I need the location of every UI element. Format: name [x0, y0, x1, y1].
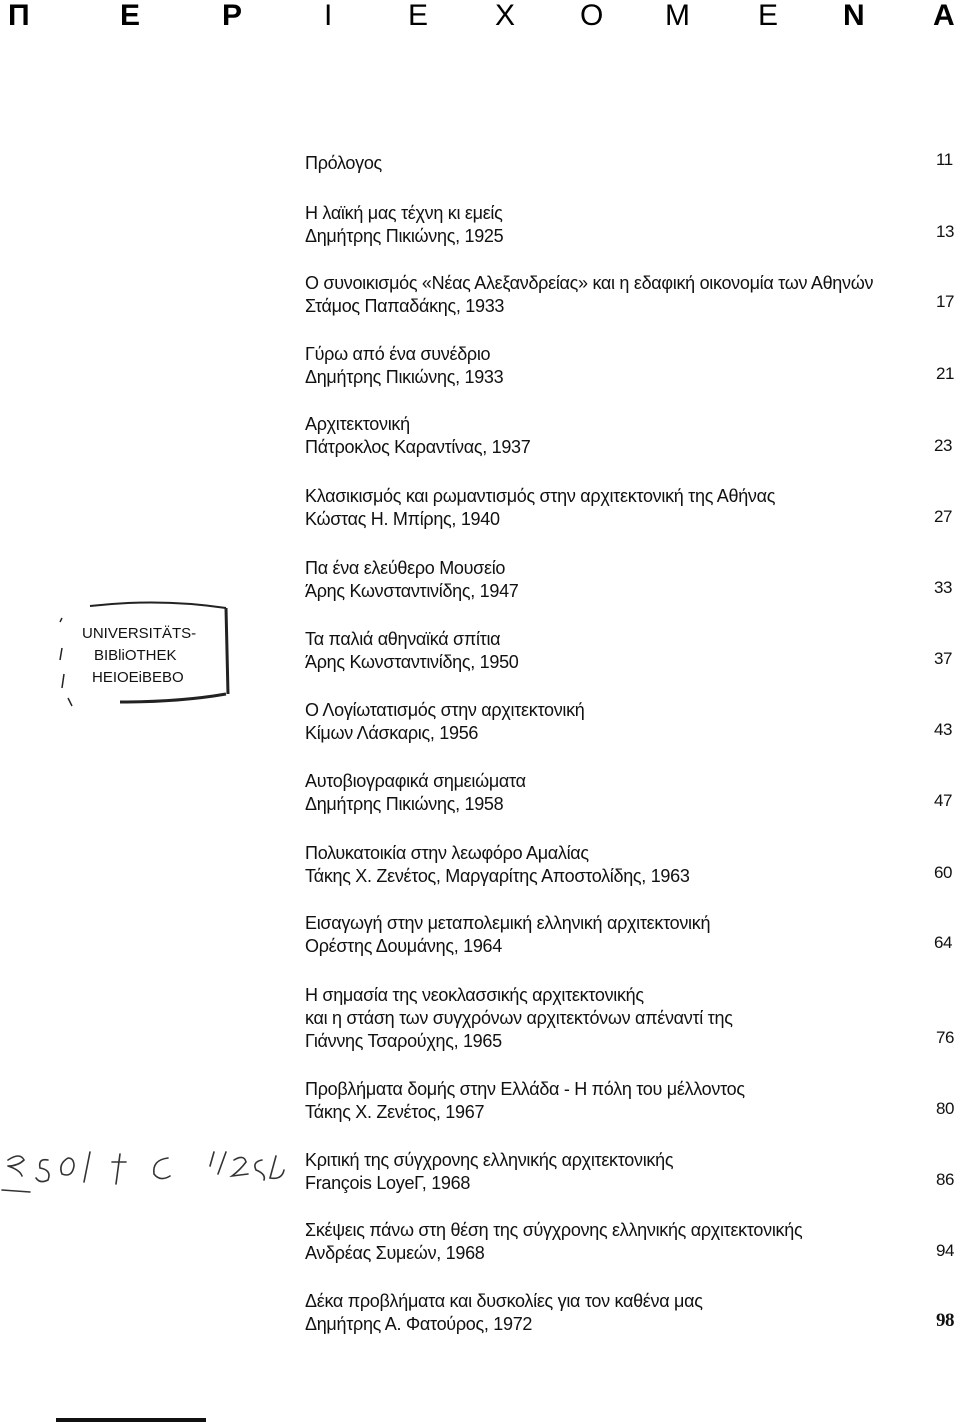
toc-author: Τάκης Χ. Ζενέτος, Μαργαρίτης Αποστολίδης, 1963 — [305, 866, 690, 886]
toc-entry — [305, 1219, 865, 1265]
toc-author: Ανδρέας Συμεών, 1968 — [305, 1243, 485, 1263]
title-letter: Ρ — [222, 0, 243, 32]
toc-entry — [305, 770, 865, 816]
title-letter: Ν — [843, 0, 865, 32]
toc-author: Κίμων Λάσκαρις, 1956 — [305, 723, 479, 743]
handwritten-catalog-number — [0, 1130, 290, 1200]
toc-page-number: 80 — [936, 1099, 954, 1118]
toc-author: Δημήτρης Πικιώνης, 1958 — [305, 794, 504, 814]
title-letter: Μ — [665, 0, 690, 32]
toc-entry — [305, 557, 865, 603]
toc-entry — [305, 343, 865, 389]
toc-author: Ορέστης Δουμάνης, 1964 — [305, 936, 502, 956]
toc-title: Αρχιτεκτονική — [305, 414, 410, 434]
toc-page-number: 11 — [936, 150, 953, 169]
toc-title: Η λαϊκή μας τέχνη κι εμείς — [305, 203, 503, 223]
stamp-line-3: HEIOEiBEBO — [92, 669, 184, 686]
title-letter: Ε — [408, 0, 429, 32]
toc-title: Ο συνοικισμός «Νέας Αλεξανδρείας» και η εδαφική οικονομία των Αθηνών — [305, 273, 874, 293]
toc-title: Ο Λογίωτατισμός στην αρχιτεκτονική — [305, 700, 585, 720]
title-letter: Χ — [495, 0, 516, 32]
toc-entry — [305, 485, 865, 531]
toc-title: Πρόλογος — [305, 153, 382, 173]
toc-title: Κλασικισμός και ρωμαντισμός στην αρχιτεκτονική της Αθήνας — [305, 486, 776, 506]
scan-edge-mark — [56, 1418, 206, 1422]
library-stamp — [50, 598, 238, 710]
toc-entry — [305, 699, 865, 745]
toc-author: Δημήτρης Α. Φατούρος, 1972 — [305, 1314, 533, 1334]
handwriting-icon — [0, 1130, 290, 1200]
toc-page-number: 86 — [936, 1170, 954, 1189]
toc-author: Κώστας Η. Μπίρης, 1940 — [305, 509, 500, 529]
title-letter: Ε — [120, 0, 141, 32]
toc-entry — [305, 413, 865, 459]
title-letter: Ι — [324, 0, 333, 32]
toc-title: Κριτική της σύγχρονης ελληνικής αρχιτεκτονικής — [305, 1150, 674, 1170]
toc-page-number: 94 — [936, 1241, 954, 1260]
toc-entry — [305, 1290, 865, 1336]
toc-title: Δέκα προβλήματα και δυσκολίες για τον καθένα μας — [305, 1291, 703, 1311]
toc-page-number: 13 — [936, 222, 954, 241]
stamp-line-2: BIBliOTHEK — [94, 647, 177, 664]
toc-author: Άρης Κωνσταντινίδης, 1947 — [305, 581, 519, 601]
toc-page-number: 43 — [934, 720, 952, 739]
toc-author: Πάτροκλος Καραντίνας, 1937 — [305, 437, 531, 457]
toc-title: Σκέψεις πάνω στη θέση της σύγχρονης ελληνικής αρχιτεκτονικής — [305, 1220, 803, 1240]
toc-page-number: 98 — [936, 1310, 954, 1331]
title-letter: Π — [8, 0, 30, 32]
toc-author: Δημήτρης Πικιώνης, 1933 — [305, 367, 504, 387]
toc-title: Η σημασία της νεοκλασσικής αρχιτεκτονικής — [305, 985, 644, 1005]
title-letter: Ε — [758, 0, 779, 32]
toc-title: Πολυκατοικία στην λεωφόρο Αμαλίας — [305, 843, 589, 863]
title-letter: Α — [933, 0, 955, 32]
toc-author: Δημήτρης Πικιώνης, 1925 — [305, 226, 504, 246]
toc-page-number: 37 — [934, 649, 952, 668]
toc-author: Στάμος Παπαδάκης, 1933 — [305, 296, 505, 316]
toc-title: Γύρω από ένα συνέδριο — [305, 344, 491, 364]
toc-author: Άρης Κωνσταντινίδης, 1950 — [305, 652, 519, 672]
title-letter: Ο — [580, 0, 604, 32]
toc-author: Τάκης Χ. Ζενέτος, 1967 — [305, 1102, 485, 1122]
toc-author: François LoyeΓ, 1968 — [305, 1173, 471, 1193]
toc-entry — [305, 202, 865, 248]
toc-page-number: 33 — [934, 578, 952, 597]
toc-entry — [305, 272, 874, 318]
stamp-line-1: UNIVERSITÄTS- — [82, 625, 197, 642]
toc-page-number: 21 — [936, 364, 954, 383]
page-title — [0, 0, 960, 40]
toc-page-number: 27 — [934, 507, 952, 526]
toc-entry — [305, 912, 865, 958]
toc-page-number: 23 — [934, 436, 952, 455]
toc-page-number: 76 — [936, 1028, 954, 1047]
toc-title: Αυτοβιογραφικά σημειώματα — [305, 771, 526, 791]
toc-entry — [305, 1149, 865, 1195]
toc-entry — [305, 842, 865, 888]
toc-title: Εισαγωγή στην μεταπολεμική ελληνική αρχιτεκτονική — [305, 913, 711, 933]
toc-page-number: 47 — [934, 791, 952, 810]
toc-title-continued: και η στάση των συγχρόνων αρχιτεκτόνων απέναντί της — [305, 1008, 733, 1028]
toc-title: Προβλήματα δομής στην Ελλάδα - Η πόλη του μέλλοντος — [305, 1079, 745, 1099]
toc-author: Γιάννης Τσαρούχης, 1965 — [305, 1031, 502, 1051]
toc-entry — [305, 1078, 865, 1124]
toc-page-number: 60 — [934, 863, 952, 882]
toc-title: Τα παλιά αθηναϊκά σπίτια — [305, 629, 501, 649]
toc-page-number: 64 — [934, 933, 952, 952]
toc-entry — [305, 628, 865, 674]
toc-title: Πα ένα ελεύθερο Μουσείο — [305, 558, 506, 578]
toc-entry — [305, 152, 865, 175]
toc-entry — [305, 984, 865, 1053]
toc-page-number: 17 — [936, 292, 954, 311]
